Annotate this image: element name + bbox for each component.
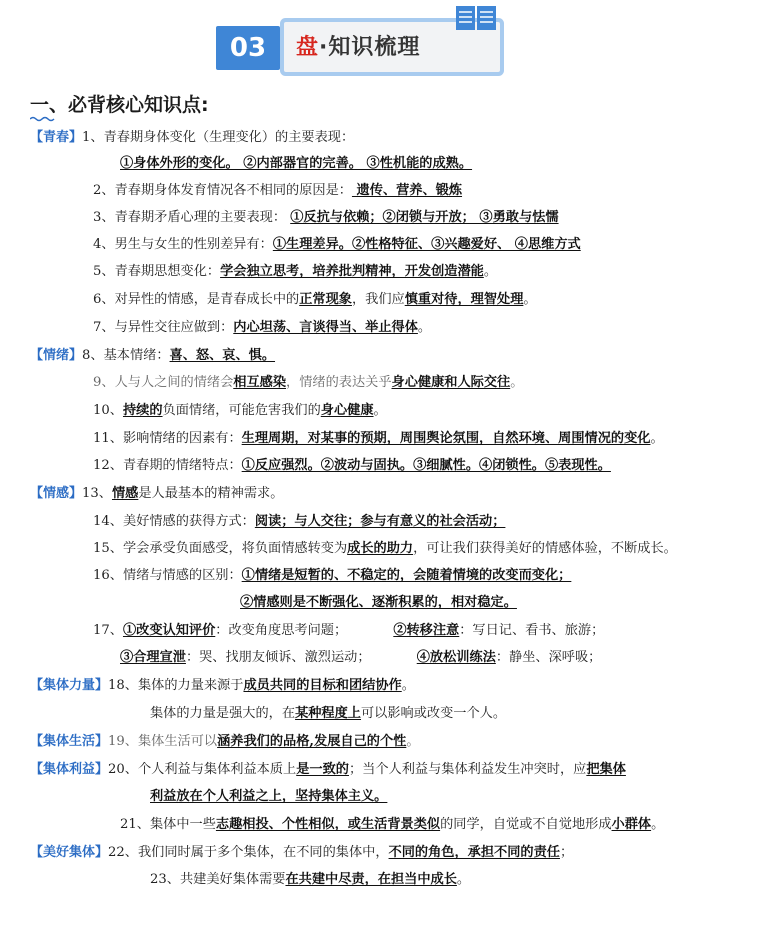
line-text: ； xyxy=(559,845,574,860)
line-text: 8、基本情绪： xyxy=(82,348,170,363)
line-text: 17、 xyxy=(93,623,123,638)
knowledge-line xyxy=(30,760,626,780)
line-text: ，可让我们获得美好的情感体验，不断成长。 xyxy=(413,541,677,556)
line-text: 16、情绪与情感的区别： xyxy=(93,568,242,583)
key-point-text: ①反抗与依赖；②闭锁与开放； ③勇敢与怯懦 xyxy=(290,210,559,225)
knowledge-line xyxy=(120,154,472,174)
line-text: 14、美好情感的获得方式： xyxy=(93,514,255,529)
line-text: 18、集体的力量来源于 xyxy=(108,678,244,693)
knowledge-line xyxy=(30,484,283,504)
line-text: 21、集体中一些 xyxy=(120,817,216,832)
key-point-text: 持续的 xyxy=(122,403,163,418)
line-text: ；当个人利益与集体利益发生冲突时，应 xyxy=(348,762,587,777)
knowledge-line xyxy=(30,128,354,148)
key-point-text: 小群体 xyxy=(611,817,652,832)
key-point-text: ①情绪是短暂的、不稳定的，会随着情境的改变而变化； xyxy=(241,568,572,583)
key-point-text: 遗传、营养、锻炼 xyxy=(351,183,463,198)
category-tag: 【青春】 xyxy=(30,130,83,145)
line-text: ：改变角度思考问题； xyxy=(215,623,394,638)
knowledge-line xyxy=(93,456,611,476)
line-text: 负面情绪，可能危害我们的 xyxy=(162,403,321,418)
line-text: 。 xyxy=(456,872,471,887)
line-text: ，我们应 xyxy=(351,292,405,307)
line-text: 可以影响或改变一个人。 xyxy=(361,706,507,721)
category-tag: 【集体生活】 xyxy=(30,734,109,749)
section-number: 03 xyxy=(216,26,280,70)
line-text: 20、个人利益与集体利益本质上 xyxy=(108,762,297,777)
key-point-text: ③合理宣泄 xyxy=(120,650,186,665)
line-text: 。 xyxy=(483,264,498,279)
line-text: ，情绪的表达关乎 xyxy=(286,375,392,390)
knowledge-line xyxy=(93,566,571,586)
category-tag: 【情绪】 xyxy=(30,348,83,363)
key-point-text: 相互感染 xyxy=(233,375,287,390)
line-text: 10、 xyxy=(93,403,123,418)
line-text: 。 xyxy=(523,292,537,307)
knowledge-line xyxy=(93,290,537,310)
knowledge-line xyxy=(93,262,497,282)
knowledge-line xyxy=(93,429,664,449)
key-point-text: 阅读；与人交往；参与有意义的社会活动； xyxy=(254,514,506,529)
key-point-text: 正常现象 xyxy=(299,292,352,307)
line-text: 。 xyxy=(373,403,387,418)
key-point-text: 学会独立思考，培养批判精神，开发创造潜能 xyxy=(220,264,484,279)
line-text: 19、集体生活可以 xyxy=(108,734,218,749)
banner-title: 盘·知识梳理 xyxy=(296,35,421,60)
line-text: 12、青春期的情绪特点： xyxy=(93,458,242,473)
key-point-text: 在共建中尽责，在担当中成长 xyxy=(285,872,457,887)
key-point-text: 是一致的 xyxy=(296,762,349,777)
line-text: 4、男生与女生的性别差异有： xyxy=(93,237,273,252)
key-point-text: 慎重对待，理智处理 xyxy=(404,292,524,307)
knowledge-line xyxy=(93,235,581,255)
key-point-text: ①生理差异。②性格特征、③兴趣爱好、 ④思维方式 xyxy=(272,237,581,252)
line-text: 。 xyxy=(406,734,420,749)
knowledge-line xyxy=(120,648,601,668)
knowledge-line xyxy=(30,732,420,752)
line-text: 的同学，自觉或不自觉地形成 xyxy=(440,817,612,832)
key-point-text: 喜、怒、哀、惧。 xyxy=(169,348,276,363)
knowledge-line xyxy=(150,870,470,890)
line-text: 2、青春期身体发育情况各不相同的原因是： xyxy=(93,183,352,198)
line-text: 22、我们同时属于多个集体，在不同的集体中， xyxy=(108,845,389,860)
category-tag: 【集体力量】 xyxy=(30,678,109,693)
knowledge-line xyxy=(93,373,523,393)
line-text: 6、对异性的情感，是青春成长中的 xyxy=(93,292,300,307)
key-point-text: 涵养我们的品格,发展自己的个性 xyxy=(217,734,407,749)
key-point-text: 身心健康 xyxy=(320,403,374,418)
line-text: 。 xyxy=(510,375,524,390)
key-point-text: ①身体外形的变化。 ②内部器官的完善。 ③性机能的成熟。 xyxy=(120,156,473,171)
section-banner xyxy=(216,14,508,74)
knowledge-line xyxy=(240,593,517,613)
line-text: ：写日记、看书、旅游； xyxy=(459,623,605,638)
key-point-text: 情感 xyxy=(111,486,139,501)
key-point-text: ①反应强烈。②波动与固执。③细腻性。④闭锁性。⑤表现性。 xyxy=(241,458,611,473)
line-text: 。 xyxy=(417,320,432,335)
category-tag: 【集体利益】 xyxy=(30,762,109,777)
key-point-text: ④放松训练法 xyxy=(416,650,496,665)
line-text: 。 xyxy=(401,678,415,693)
line-text: 集体的力量是强大的，在 xyxy=(150,706,296,721)
knowledge-line xyxy=(93,208,559,228)
key-point-text: 不同的角色，承担不同的责任 xyxy=(388,845,560,860)
line-text: 11、影响情绪的因素有： xyxy=(93,431,242,446)
line-text: ：哭、找朋友倾诉、激烈运动； xyxy=(185,650,417,665)
book-icon xyxy=(454,4,498,34)
line-text: ：静坐、深呼吸； xyxy=(495,650,602,665)
knowledge-line xyxy=(93,181,462,201)
key-point-text: 生理周期，对某事的预期，周围舆论氛围，自然环境、周围情况的变化 xyxy=(241,431,651,446)
line-text: 3、青春期矛盾心理的主要表现： xyxy=(93,210,291,225)
key-point-text: 成长的助力 xyxy=(347,541,414,556)
key-point-text: 成员共同的目标和团结协作 xyxy=(243,678,402,693)
line-text: 7、与异性交往应做到： xyxy=(93,320,234,335)
key-point-text: ②转移注意 xyxy=(393,623,460,638)
key-point-text: ①改变认知评价 xyxy=(122,623,216,638)
wavy-underline-decoration xyxy=(30,116,56,122)
category-tag: 【美好集体】 xyxy=(30,845,109,860)
line-text: 5、青春期思想变化： xyxy=(93,264,221,279)
line-text: 9、人与人之间的情绪会 xyxy=(93,375,234,390)
knowledge-line xyxy=(120,815,664,835)
knowledge-line xyxy=(93,401,387,421)
knowledge-line xyxy=(93,318,431,338)
knowledge-line xyxy=(150,704,506,724)
key-point-text: 志趣相投、个性相似，或生活背景类似 xyxy=(215,817,441,832)
key-point-text: 内心坦荡、言谈得当、举止得体 xyxy=(233,320,418,335)
category-tag: 【情感】 xyxy=(30,486,83,501)
key-point-text: 把集体 xyxy=(586,762,626,777)
line-text: 23、共建美好集体需要 xyxy=(150,872,286,887)
line-text: 。 xyxy=(650,431,664,446)
knowledge-line xyxy=(150,787,387,807)
knowledge-line xyxy=(93,512,505,532)
line-text: 。 xyxy=(651,817,665,832)
key-point-text: 身心健康和人际交往 xyxy=(391,375,511,390)
line-text: 是人最基本的精神需求。 xyxy=(138,486,284,501)
line-text: 1、青春期身体变化（生理变化）的主要表现： xyxy=(82,130,355,145)
knowledge-line xyxy=(30,843,573,863)
line-text: 13、 xyxy=(82,486,112,501)
key-point-text: ②情感则是不断强化、逐渐积累的，相对稳定。 xyxy=(240,595,517,610)
knowledge-line xyxy=(93,539,677,559)
line-text: 15、学会承受负面感受，将负面情感转变为 xyxy=(93,541,348,556)
key-point-text: 利益放在个人利益之上，坚持集体主义。 xyxy=(150,789,388,804)
page-heading: 一、必背核心知识点: xyxy=(30,94,209,116)
knowledge-line xyxy=(30,676,415,696)
knowledge-line xyxy=(93,621,604,641)
key-point-text: 某种程度上 xyxy=(295,706,361,721)
knowledge-line xyxy=(30,346,275,366)
